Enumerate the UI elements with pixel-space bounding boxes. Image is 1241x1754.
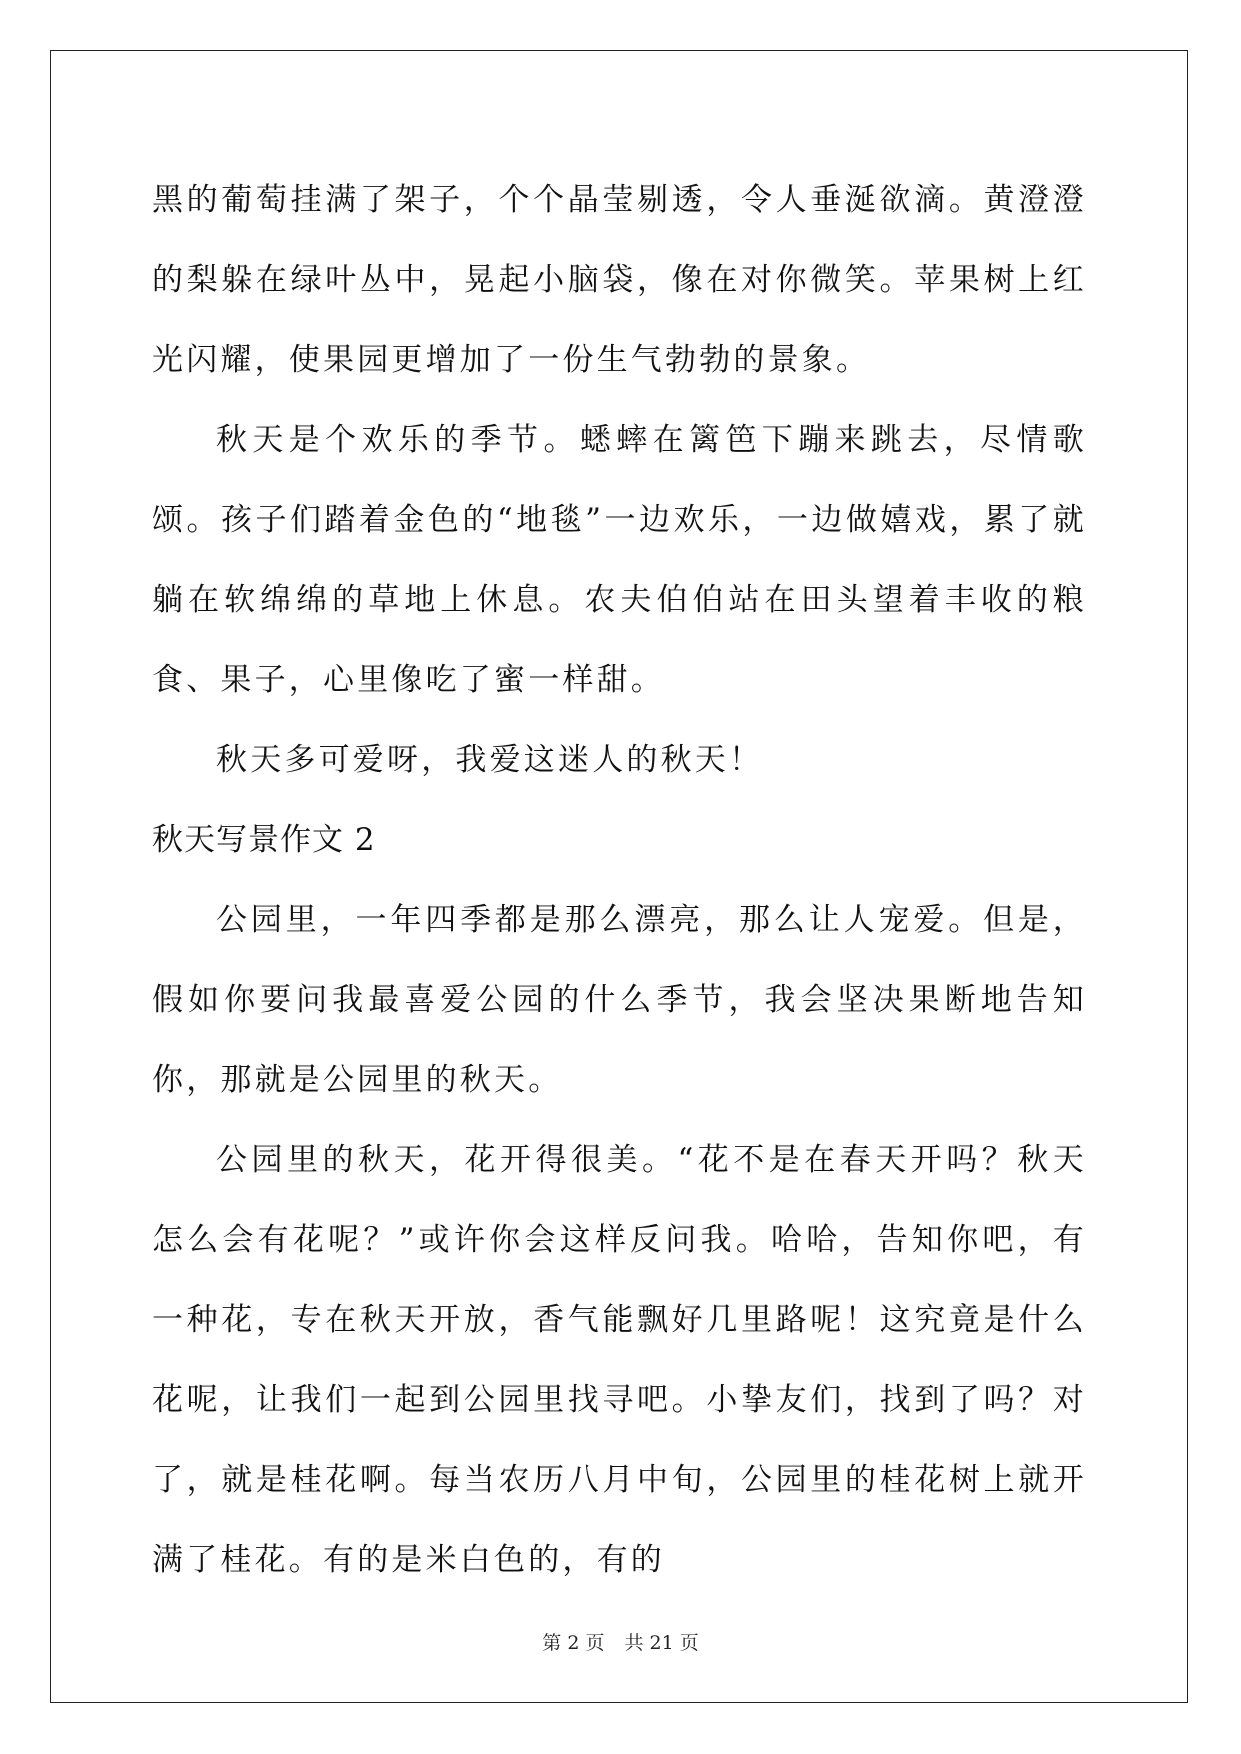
paragraph-love-autumn: 秋天多可爱呀，我爱这迷人的秋天！	[216, 742, 764, 778]
document-body	[152, 160, 1087, 1600]
page-footer	[0, 1628, 1241, 1655]
paragraph-osmanthus: 公园里的秋天，花开得很美。“花不是在春天开吗？秋天怎么会有花呢？”或许你会这样反问我。哈哈，告知你吧，有一种花，专在秋天开放，香气能飘好几里路呢！这究竟是什么花呢，让我们一起到公园里找寻吧。小挚友们，找到了吗？对了，就是桂花啊。每当农历八月中旬，公园里的桂花树上就开满了桂花。有的是米白色的，有的	[152, 1142, 1087, 1578]
section-title: 秋天写景作文 2	[152, 822, 376, 858]
page-total: 共 21 页	[624, 1632, 699, 1654]
paragraph-park-seasons: 公园里，一年四季都是那么漂亮，那么让人宠爱。但是，假如你要问我最喜爱公园的什么季节，我会坚决果断地告知你，那就是公园里的秋天。	[152, 902, 1087, 1098]
paragraph-grapes-pears-apples: 黑的葡萄挂满了架子，个个晶莹剔透，令人垂涎欲滴。黄澄澄的梨躲在绿叶丛中，晃起小脑袋，像在对你微笑。苹果树上红光闪耀，使果园更增加了一份生气勃勃的景象。	[152, 182, 1087, 378]
page-number: 第 2 页	[542, 1632, 605, 1654]
paragraph-joyful-season: 秋天是个欢乐的季节。蟋蟀在篱笆下蹦来跳去，尽情歌颂。孩子们踏着金色的“地毯”一边欢乐，一边做嬉戏，累了就躺在软绵绵的草地上休息。农夫伯伯站在田头望着丰收的粮食、果子，心里像吃了蜜一样甜。	[152, 422, 1087, 698]
